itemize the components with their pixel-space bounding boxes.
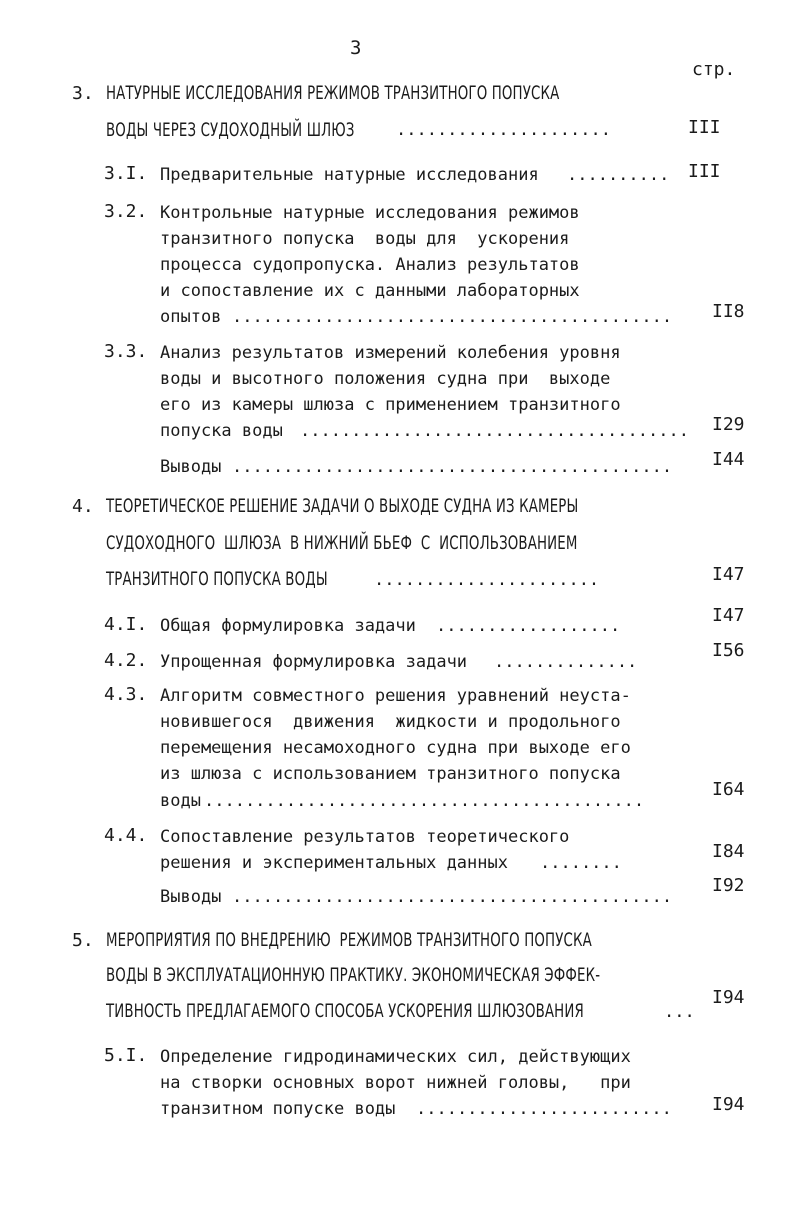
toc-number: 4. — [72, 496, 94, 517]
toc-title-line: ВОДЫ В ЭКСПЛУАТАЦИОННУЮ ПРАКТИКУ. ЭКОНОМИЧЕСКАЯ ЭФФЕК- — [106, 964, 601, 986]
toc-title-line: решения и экспериментальных данных — [160, 853, 508, 873]
toc-title-line: его из камеры шлюза с применением транзитного — [160, 395, 621, 415]
toc-title-line: перемещения несамоходного судна при выходе его — [160, 738, 631, 758]
leader-dots: ........................................... — [232, 457, 673, 477]
toc-number: 4.4. — [104, 825, 148, 846]
toc-title-line: воды и высотного положения судна при выходе — [160, 369, 611, 389]
toc-number: 3.I. — [104, 163, 148, 184]
leader-dots: .................. — [436, 616, 621, 636]
toc-page: I29 — [712, 414, 745, 435]
toc-page: III — [688, 161, 721, 182]
toc-title-line: НАТУРНЫЕ ИССЛЕДОВАНИЯ РЕЖИМОВ ТРАНЗИТНОГО ПОПУСКА — [106, 82, 560, 104]
toc-title-line: из шлюза с использованием транзитного попуска — [160, 764, 621, 784]
toc-title-line: ТРАНЗИТНОГО ПОПУСКА ВОДЫ — [106, 568, 328, 590]
toc-title-line: опытов — [160, 307, 222, 327]
leader-dots: ...................... — [374, 570, 600, 590]
toc-page: I92 — [712, 875, 745, 896]
toc-title-line: и сопоставление их с данными лабораторных — [160, 281, 580, 301]
toc-page: II8 — [712, 301, 745, 322]
toc-title-line: Сопоставление результатов теоретического — [160, 827, 570, 847]
toc-title-line: транзитном попуске воды — [160, 1099, 396, 1119]
toc-title-line: Анализ результатов измерений колебения уровня — [160, 343, 621, 363]
toc-title-line: на створки основных ворот нижней головы, при — [160, 1073, 631, 1093]
toc-title-line: Упрощенная формулировка задачи — [160, 652, 468, 672]
toc-page: I64 — [712, 779, 745, 800]
toc-title-line: СУДОХОДНОГО ШЛЮЗА В НИЖНИЙ БЬЕФ С ИСПОЛЬЗОВАНИЕМ — [106, 532, 578, 554]
toc-number: 3. — [72, 83, 94, 104]
toc-number: 3.3. — [104, 341, 148, 362]
toc-title-line: ТИВНОСТЬ ПРЕДЛАГАЕМОГО СПОСОБА УСКОРЕНИЯ ШЛЮЗОВАНИЯ — [106, 1000, 584, 1022]
toc-page: I47 — [712, 605, 745, 626]
leader-dots: ......................... — [416, 1099, 672, 1119]
leader-dots: ........................................... — [204, 791, 645, 811]
leader-dots: ..................... — [396, 120, 611, 140]
toc-number: 4.3. — [104, 684, 148, 705]
leader-dots: ........................................... — [232, 887, 673, 907]
page-number: 3 — [350, 37, 362, 59]
toc-page: III — [688, 117, 721, 138]
toc-title-line: МЕРОПРИЯТИЯ ПО ВНЕДРЕНИЮ РЕЖИМОВ ТРАНЗИТНОГО ПОПУСКА — [106, 929, 592, 951]
toc-number: 5. — [72, 930, 94, 951]
toc-page: I44 — [712, 449, 745, 470]
toc-page: I94 — [712, 1094, 745, 1115]
toc-title-line: Общая формулировка задачи — [160, 616, 416, 636]
leader-dots: .............. — [494, 652, 638, 672]
toc-title-line: процесса судопропуска. Анализ результатов — [160, 255, 580, 275]
toc-number: 3.2. — [104, 201, 148, 222]
leader-dots: ... — [664, 1002, 695, 1022]
toc-number: 4.2. — [104, 650, 148, 671]
toc-title-line: Выводы — [160, 457, 222, 477]
toc-page: I94 — [712, 987, 745, 1008]
leader-dots: .......... — [567, 165, 670, 185]
toc-page: I56 — [712, 640, 745, 661]
page-column-label: стр. — [692, 59, 736, 80]
leader-dots: ........................................... — [232, 307, 673, 327]
toc-title-line: попуска воды — [160, 421, 283, 441]
toc-title-line: Предварительные натурные исследования — [160, 165, 539, 185]
toc-page: I84 — [712, 841, 745, 862]
toc-number: 5.I. — [104, 1045, 148, 1066]
toc-title-line: Выводы — [160, 887, 222, 907]
toc-title-line: ТЕОРЕТИЧЕСКОЕ РЕШЕНИЕ ЗАДАЧИ О ВЫХОДЕ СУДНА ИЗ КАМЕРЫ — [106, 495, 579, 517]
leader-dots: ...................................... — [300, 421, 689, 441]
toc-title-line: Алгоритм совместного решения уравнений неуста- — [160, 686, 631, 706]
toc-number: 4.I. — [104, 614, 148, 635]
toc-page: I47 — [712, 564, 745, 585]
leader-dots: ........ — [540, 853, 622, 873]
toc-title-line: новившегося движения жидкости и продольного — [160, 712, 621, 732]
toc-title-line: Контрольные натурные исследования режимов — [160, 203, 580, 223]
toc-title-line: ВОДЫ ЧЕРЕЗ СУДОХОДНЫЙ ШЛЮЗ — [106, 119, 355, 141]
toc-title-line: Определение гидродинамических сил, действующих — [160, 1047, 631, 1067]
toc-title-line: воды — [160, 791, 201, 811]
toc-title-line: транзитного попуска воды для ускорения — [160, 229, 570, 249]
